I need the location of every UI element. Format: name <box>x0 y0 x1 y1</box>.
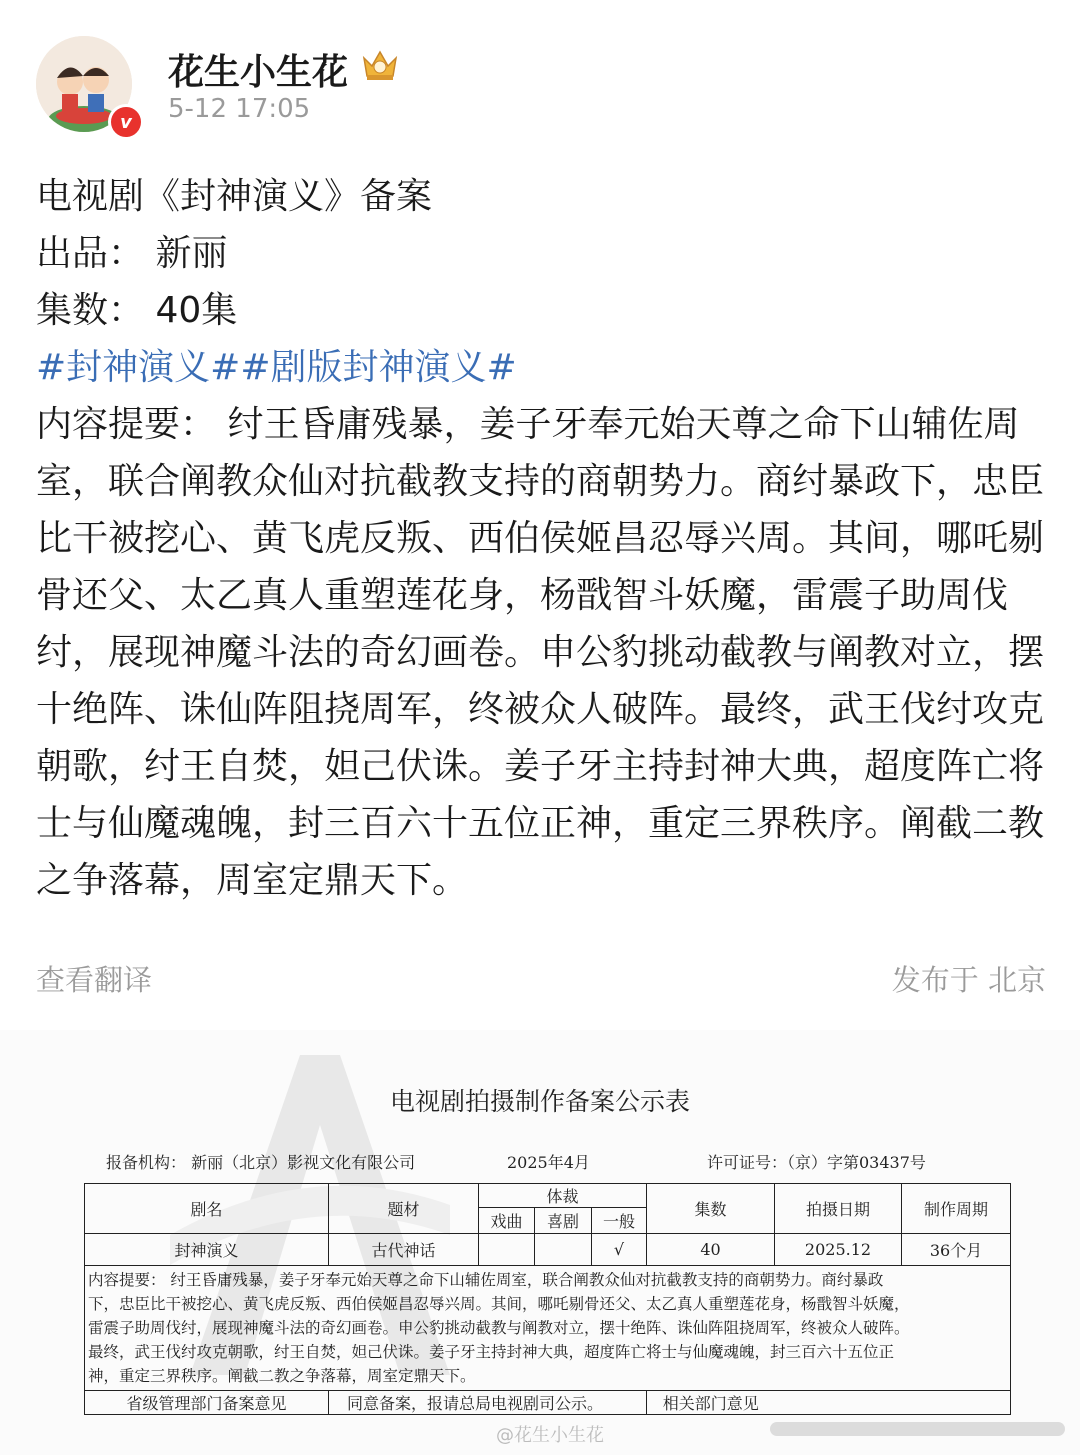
applicant-info: 报备机构： 新丽（北京）影视文化有限公司 <box>106 1153 416 1172</box>
cell-opera <box>479 1234 535 1266</box>
post-location: 发布于 北京 <box>891 963 1046 997</box>
post-body <box>36 168 1046 909</box>
license-number: 许可证号：（京）字第03437号 <box>707 1153 926 1172</box>
filing-date: 2025年4月 <box>507 1153 590 1172</box>
footer-related-label: 相关部门意见 <box>647 1391 775 1415</box>
username[interactable]: 花生小生花 <box>168 52 349 93</box>
header-name: 剧名 <box>85 1184 329 1234</box>
post-title: 电视剧《封神演义》备案 <box>36 176 433 217</box>
post-meta <box>36 958 1046 1002</box>
post-timestamp: 5-12 17:05 <box>168 94 311 124</box>
header-subject: 题材 <box>329 1184 479 1234</box>
summary-line: 最终，武王伐纣攻克朝歌，纣王自焚，妲己伏诛。姜子牙主持封神大典，超度阵亡将士与仙魔魂魄，封三百六十五位正 <box>88 1343 895 1361</box>
cell-name: 封神演义 <box>85 1234 329 1266</box>
footer-related-value <box>775 1391 1011 1415</box>
summary-line: 神，重定三界秩序。阐截二教之争落幕，周室定鼎天下。 <box>88 1367 476 1385</box>
footer-provincial-label: 省级管理部门备案意见 <box>85 1391 329 1415</box>
translate-link[interactable]: 查看翻译 <box>36 963 153 997</box>
summary-line: 内容提要： 纣王昏庸残暴，姜子牙奉元始天尊之命下山辅佐周室，联合阐教众仙对抗截教支持的商朝势力。商纣暴政 <box>88 1271 884 1289</box>
header-genre-opera: 戏曲 <box>479 1208 535 1234</box>
image-bottom-bar <box>770 1422 1065 1436</box>
cell-subject: 古代神话 <box>329 1234 479 1266</box>
cell-comedy <box>535 1234 592 1266</box>
header-genre: 体裁 <box>479 1184 647 1208</box>
cell-period: 36个月 <box>902 1234 1011 1266</box>
verified-badge-icon: v <box>108 104 144 140</box>
hashtag-links[interactable]: #封神演义##剧版封神演义# <box>36 347 517 388</box>
document-title: 电视剧拍摄制作备案公示表 <box>389 1087 690 1116</box>
header-genre-comedy: 喜剧 <box>535 1208 592 1234</box>
summary-line: 雷震子助周伐纣，展现神魔斗法的奇幻画卷。申公豹挑动截教与阐教对立，摆十绝阵、诛仙阵阻挠周军，终被众人破阵。 <box>88 1319 910 1337</box>
attached-document-image[interactable] <box>0 1030 1080 1455</box>
post-producer: 出品： 新丽 <box>36 233 228 274</box>
header-episodes: 集数 <box>647 1184 775 1234</box>
image-watermark: @花生小生花 <box>496 1425 604 1446</box>
crown-icon[interactable] <box>358 42 402 86</box>
cell-general: √ <box>592 1234 647 1266</box>
header-shoot-date: 拍摄日期 <box>775 1184 902 1234</box>
post-summary: 内容提要： 纣王昏庸残暴，姜子牙奉元始天尊之命下山辅佐周室，联合阐教众仙对抗截教支持的商朝势力。商纣暴政下，忠臣比干被挖心、黄飞虎反叛、西伯侯姬昌忍辱兴周。其间，哪吒剔骨还父、太乙真人重塑莲花身，杨戬智斗妖魔，雷震子助周伐纣，展现神魔斗法的奇幻画卷。申公豹挑动截教与阐教对立，摆十绝阵、诛仙阵阻挠周军，终被众人破阵。最终，武王伐纣攻克朝歌，纣王自焚，妲己伏诛。姜子牙主持封神大典，超度阵亡将士与仙魔魂魄，封三百六十五位正神，重定三界秩序。阐截二教之争落幕，周室定鼎天下。 <box>36 404 1045 901</box>
summary-cell <box>85 1266 1011 1391</box>
post-header <box>36 36 1046 146</box>
post-episodes: 集数： 40集 <box>36 290 238 331</box>
header-genre-general: 一般 <box>592 1208 647 1234</box>
footer-opinion: 同意备案，报请总局电视剧司公示。 <box>329 1391 647 1415</box>
registration-table <box>84 1183 1011 1415</box>
cell-episodes: 40 <box>647 1234 775 1266</box>
summary-line: 下，忠臣比干被挖心、黄飞虎反叛、西伯侯姬昌忍辱兴周。其间，哪吒剔骨还父、太乙真人重塑莲花身，杨戬智斗妖魔， <box>88 1295 910 1313</box>
header-period: 制作周期 <box>902 1184 1011 1234</box>
cell-shoot-date: 2025.12 <box>775 1234 902 1266</box>
